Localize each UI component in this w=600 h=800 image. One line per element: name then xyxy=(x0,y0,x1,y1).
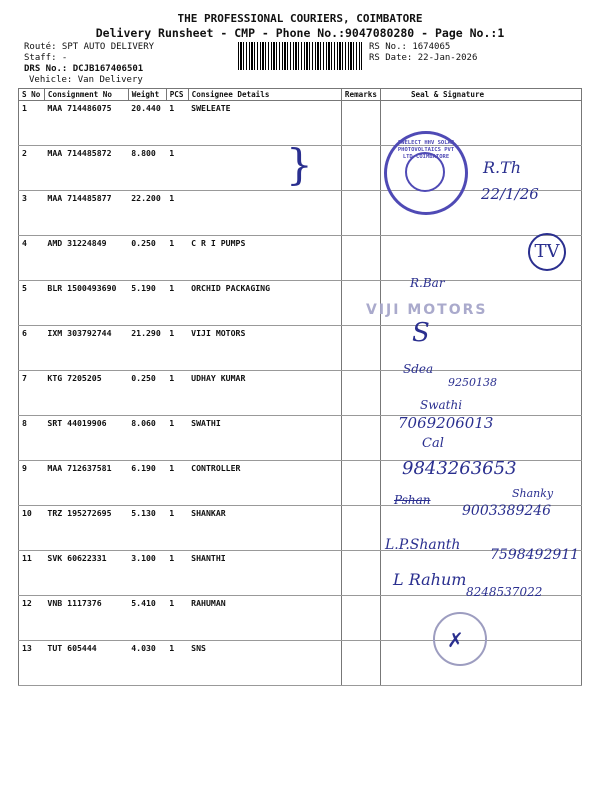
row-pcs: 1 xyxy=(166,551,188,596)
row-pcs: 1 xyxy=(166,281,188,326)
row-pcs: 1 xyxy=(166,461,188,506)
row-consignment: KTG 7205205 xyxy=(44,371,128,416)
row-weight: 0.250 xyxy=(128,371,166,416)
signature-row-13: ✗ xyxy=(447,628,464,652)
row-consignment: IXM 303792744 xyxy=(44,326,128,371)
signature-row-11: L.P.Shanth xyxy=(385,537,461,553)
signature-row-12: L Rahum xyxy=(393,570,467,589)
row-consignee: UDHAY KUMAR xyxy=(188,371,341,416)
row-weight: 4.030 xyxy=(128,641,166,686)
row-remarks xyxy=(341,461,380,506)
row-remarks xyxy=(341,236,380,281)
row-weight: 8.800 xyxy=(128,146,166,191)
row-weight: 20.440 xyxy=(128,101,166,146)
row-consignee xyxy=(188,191,341,236)
col-seal-signature: Seal & Signature xyxy=(380,89,581,101)
row-pcs: 1 xyxy=(166,101,188,146)
row-consignment: MAA 712637581 xyxy=(44,461,128,506)
row-remarks xyxy=(341,371,380,416)
row-weight: 5.410 xyxy=(128,596,166,641)
row-pcs: 1 xyxy=(166,236,188,281)
col-weight: Weight xyxy=(128,89,166,101)
row-sno: 11 xyxy=(19,551,45,596)
table-row xyxy=(19,101,582,146)
signature-row-4: TV xyxy=(528,233,566,271)
row-sno: 3 xyxy=(19,191,45,236)
stamp-text: SWELECT HHV SOLAR PHOTOVOLTAICS PVT LTD COIMBATORE xyxy=(397,140,455,160)
table-row xyxy=(19,326,582,371)
row-pcs: 1 xyxy=(166,371,188,416)
table-row xyxy=(19,641,582,686)
row-sno: 10 xyxy=(19,506,45,551)
row-remarks xyxy=(341,506,380,551)
row-weight: 22.200 xyxy=(128,191,166,236)
row-weight: 8.060 xyxy=(128,416,166,461)
row-consignee: C R I PUMPS xyxy=(188,236,341,281)
row-consignee xyxy=(188,146,341,191)
signature-row-6: S xyxy=(412,318,430,348)
row-sno: 6 xyxy=(19,326,45,371)
drs-number: DRS No.: DCJB167406501 xyxy=(24,64,144,74)
phone-row-8: 7069206013 xyxy=(398,414,494,432)
row-consignee: CONTROLLER xyxy=(188,461,341,506)
row-pcs: 1 xyxy=(166,326,188,371)
row-remarks xyxy=(341,551,380,596)
row-remarks xyxy=(341,191,380,236)
col-consignment: Consignment No xyxy=(44,89,128,101)
table-row xyxy=(19,236,582,281)
row-pcs: 1 xyxy=(166,596,188,641)
phone-row-7: 9250138 xyxy=(448,376,497,389)
row-pcs: 1 xyxy=(166,191,188,236)
row-remarks xyxy=(341,596,380,641)
signature-row-2: R.Th xyxy=(483,158,522,177)
signature-row-5: R.Bar xyxy=(410,276,445,290)
row-weight: 21.290 xyxy=(128,326,166,371)
phone-row-11: 7598492911 xyxy=(490,547,580,563)
row-remarks xyxy=(341,146,380,191)
company-name: THE PROFESSIONAL COURIERS, COIMBATORE xyxy=(177,12,423,25)
route-info: Routé: SPT AUTO DELIVERY xyxy=(24,42,155,52)
row-weight: 0.250 xyxy=(128,236,166,281)
rs-number: RS No.: 1674065 xyxy=(369,42,451,52)
staff-info: Staff: - xyxy=(24,53,68,63)
row-consignee: SHANKAR xyxy=(188,506,341,551)
table-row xyxy=(19,371,582,416)
row-consignment: SVK 60622331 xyxy=(44,551,128,596)
phone-row-12: 8248537022 xyxy=(466,585,543,599)
row-sno: 8 xyxy=(19,416,45,461)
row-weight: 5.130 xyxy=(128,506,166,551)
col-pcs: PCS xyxy=(166,89,188,101)
signature-row-7: Sdea xyxy=(403,362,434,376)
row-consignee: VIJI MOTORS xyxy=(188,326,341,371)
row-remarks xyxy=(341,416,380,461)
row-remarks xyxy=(341,101,380,146)
handwritten-bracket: } xyxy=(286,140,313,189)
row-sno: 2 xyxy=(19,146,45,191)
row-consignee: SNS xyxy=(188,641,341,686)
row-weight: 5.190 xyxy=(128,281,166,326)
col-remarks: Remarks xyxy=(341,89,380,101)
handwritten-date: 22/1/26 xyxy=(481,185,539,203)
col-consignee: Consignee Details xyxy=(188,89,341,101)
row-consignment: TUT 605444 xyxy=(44,641,128,686)
row-consignee: RAHUMAN xyxy=(188,596,341,641)
row-sno: 5 xyxy=(19,281,45,326)
row-consignment: SRT 44019906 xyxy=(44,416,128,461)
row-remarks xyxy=(341,641,380,686)
phone-row-10: 9003389246 xyxy=(462,503,552,519)
row-remarks xyxy=(341,326,380,371)
row-weight: 3.100 xyxy=(128,551,166,596)
row-pcs: 1 xyxy=(166,506,188,551)
row-consignment: VNB 1117376 xyxy=(44,596,128,641)
row-pcs: 1 xyxy=(166,416,188,461)
row-sno: 12 xyxy=(19,596,45,641)
signature-row-8: Swathi xyxy=(420,398,463,412)
row-sno: 4 xyxy=(19,236,45,281)
row-consignment: AMD 31224849 xyxy=(44,236,128,281)
company-round-stamp xyxy=(384,131,468,215)
row-pcs: 1 xyxy=(166,146,188,191)
phone-row-9: 9843263653 xyxy=(402,458,517,479)
row-consignee: SWELEATE xyxy=(188,101,341,146)
signature-row-10: Pshan xyxy=(394,493,431,507)
row-sno: 1 xyxy=(19,101,45,146)
table-header-row xyxy=(19,89,582,101)
rs-date: RS Date: 22-Jan-2026 xyxy=(369,53,478,63)
row-weight: 6.190 xyxy=(128,461,166,506)
row-sno: 7 xyxy=(19,371,45,416)
table-row xyxy=(19,281,582,326)
row-consignee: ORCHID PACKAGING xyxy=(188,281,341,326)
signature-row-9: Cal xyxy=(422,436,444,451)
row-sno: 13 xyxy=(19,641,45,686)
row-consignment: MAA 714485872 xyxy=(44,146,128,191)
row-consignee: SWATHI xyxy=(188,416,341,461)
row-consignment: MAA 714485877 xyxy=(44,191,128,236)
viji-motors-stamp: VIJI MOTORS xyxy=(366,302,488,318)
col-sno: S No xyxy=(19,89,45,101)
row-pcs: 1 xyxy=(166,641,188,686)
row-consignment: MAA 714486075 xyxy=(44,101,128,146)
row-sno: 9 xyxy=(19,461,45,506)
row-consignee: SHANTHI xyxy=(188,551,341,596)
table-row xyxy=(19,596,582,641)
signature-row-10b: Shanky xyxy=(512,487,554,500)
runsheet-title: Delivery Runsheet - CMP - Phone No.:9047080280 - Page No.:1 xyxy=(95,26,505,40)
row-consignment: BLR 1500493690 xyxy=(44,281,128,326)
row-consignment: TRZ 195272695 xyxy=(44,506,128,551)
vehicle-info: Vehicle: Van Delivery xyxy=(29,75,143,85)
barcode-image xyxy=(238,42,362,70)
table-row xyxy=(19,416,582,461)
